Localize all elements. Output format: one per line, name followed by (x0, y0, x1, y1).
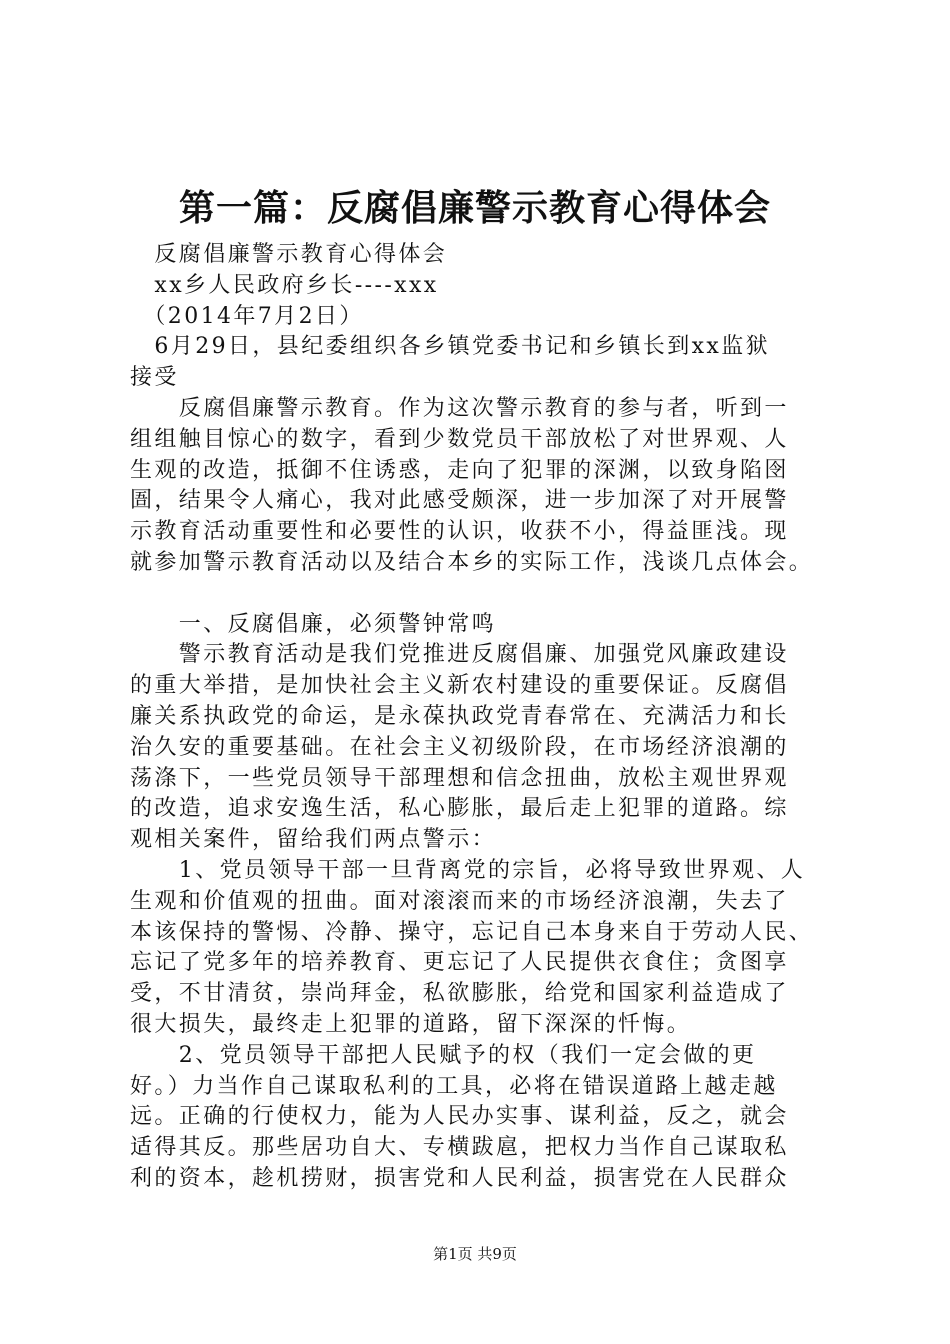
body-line: 反腐倡廉警示教育。作为这次警示教育的参与者，听到一 (130, 396, 789, 421)
body-line: 很大损失，最终走上犯罪的道路，留下深深的忏悔。 (130, 1012, 692, 1037)
body-line: 好。）力当作自己谋取私利的工具，必将在错误道路上越走越 (130, 1073, 778, 1099)
body-line: 荡涤下，一些党员领导干部理想和信念扭曲，放松主观世界观 (130, 765, 789, 791)
body-line: 适得其反。那些居功自大、专横跋扈，把权力当作自己谋取私 (130, 1135, 789, 1161)
body-line: 就参加警示教育活动以及结合本乡的实际工作，浅谈几点体会。 (130, 550, 814, 575)
body-line: xx乡人民政府乡长----xxx (130, 272, 439, 298)
body-line: 警示教育活动是我们党推进反腐倡廉、加强党风廉政建设 (130, 642, 789, 668)
body-line: 圄，结果令人痛心，我对此感受颇深，进一步加深了对开展警 (130, 488, 789, 514)
body-line: 生观的改造，抵御不住诱惑，走向了犯罪的深渊，以致身陷囹 (130, 457, 789, 483)
body-line: 忘记了党多年的培养教育、更忘记了人民提供衣食住；贪图享 (130, 950, 789, 976)
body-line: 本该保持的警惕、冷静、操守，忘记自己本身来自于劳动人民、 (130, 919, 814, 945)
body-line: 6月29日，县纪委组织各乡镇党委书记和乡镇长到xx监狱 (130, 334, 771, 360)
body-line: 1、党员领导干部一旦背离党的宗旨，必将导致世界观、人 (130, 858, 806, 883)
document-title: 第一篇：反腐倡廉警示教育心得体会 (178, 187, 771, 229)
body-line: 示教育活动重要性和必要性的认识，收获不小，得益匪浅。现 (130, 519, 789, 545)
body-line: 一、反腐倡廉，必须警钟常鸣 (130, 611, 497, 637)
body-line: 利的资本，趁机捞财，损害党和人民利益，损害党在人民群众 (130, 1166, 789, 1191)
body-line: 的重大举措，是加快社会主义新农村建设的重要保证。反腐倡 (130, 673, 789, 699)
body-line: 远。正确的行使权力，能为人民办实事、谋利益，反之，就会 (130, 1104, 789, 1130)
body-line: 组组触目惊心的数字，看到少数党员干部放松了对世界观、人 (130, 426, 789, 452)
body-line: 2、党员领导干部把人民赋予的权（我们一定会做的更 (130, 1042, 757, 1068)
body-line: 反腐倡廉警示教育心得体会 (130, 242, 448, 267)
body-line: 生观和价值观的扭曲。面对滚滚而来的市场经济浪潮，失去了 (130, 888, 789, 914)
body-line: 受，不甘清贫，崇尚拜金，私欲膨胀，给党和国家利益造成了 (130, 981, 789, 1007)
body-line: 的改造，追求安逸生活，私心膨胀，最后走上犯罪的道路。综 (130, 796, 789, 822)
page-footer: 第1页 共9页 (433, 1245, 517, 1263)
body-line: 观相关案件，留给我们两点警示： (130, 827, 497, 853)
body-line: 接受 (130, 365, 179, 391)
body-line: 治久安的重要基础。在社会主义初级阶段，在市场经济浪潮的 (130, 734, 789, 760)
body-line: 廉关系执政党的命运，是永葆执政党青春常在、充满活力和长 (130, 704, 789, 729)
body-line: （2014年7月2日） (130, 303, 364, 329)
